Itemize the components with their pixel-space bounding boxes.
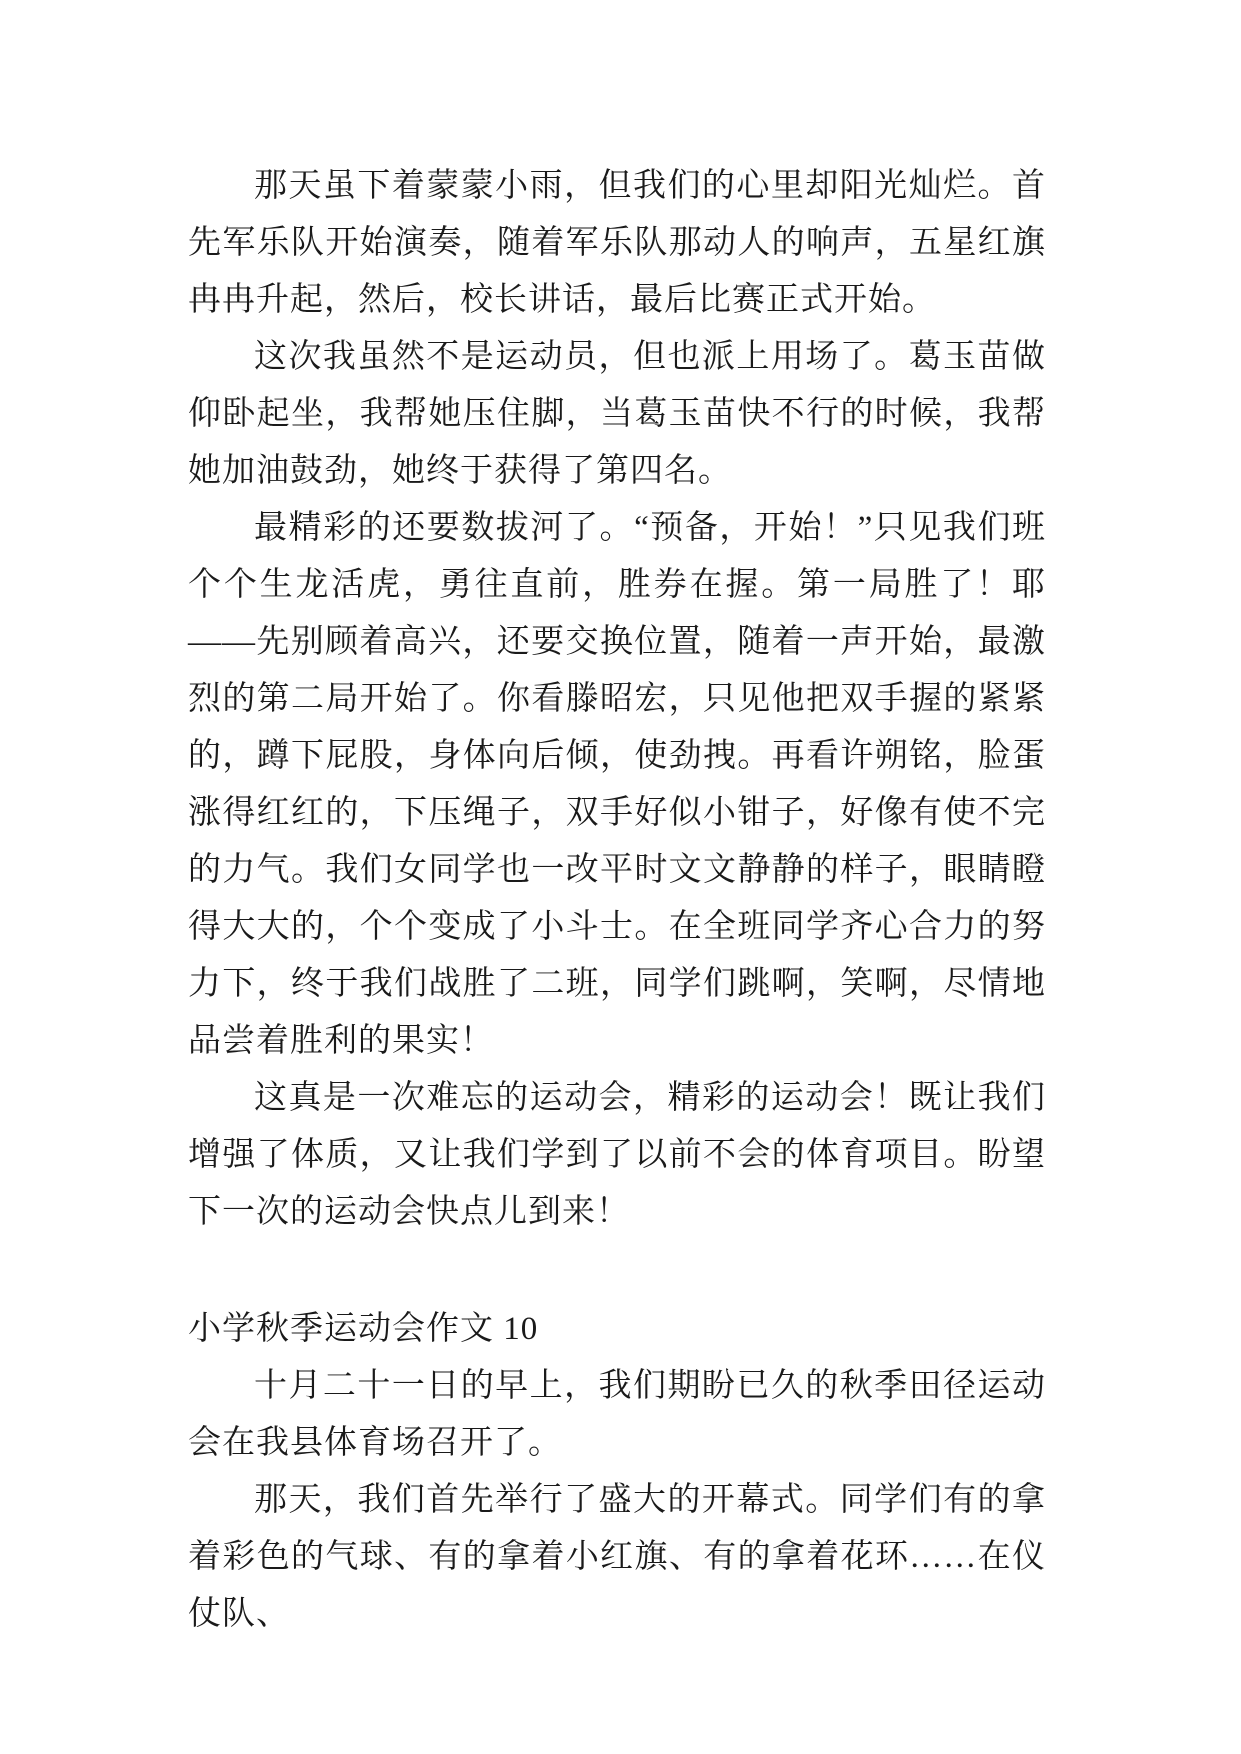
essay-paragraph: 十月二十一日的早上，我们期盼已久的秋季田径运动会在我县体育场召开了。 (188, 1368, 1046, 1461)
essay-paragraph: 这真是一次难忘的运动会，精彩的运动会！既让我们增强了体质，又让我们学到了以前不会的体育项目。盼望下一次的运动会快点儿到来！ (188, 1080, 1046, 1230)
essay-paragraph: 最精彩的还要数拔河了。“预备，开始！”只见我们班个个生龙活虎，勇往直前，胜券在握。第一局胜了！耶——先别顾着高兴，还要交换位置，随着一声开始，最激烈的第二局开始了。你看滕昭宏，只见他把双手握的紧紧的，蹲下屁股，身体向后倾，使劲拽。再看许朔铭，脸蛋涨得红红的，下压绳子，双手好似小钳子，好像有使不完的力气。我们女同学也一改平时文文静静的样子，眼睛瞪得大大的，个个变成了小斗士。在全班同学齐心合力的努力下，终于我们战胜了二班，同学们跳啊，笑啊，尽情地品尝着胜利的果实！ (188, 510, 1046, 1059)
essay-paragraph: 这次我虽然不是运动员，但也派上用场了。葛玉苗做仰卧起坐，我帮她压住脚，当葛玉苗快不行的时候，我帮她加油鼓劲，她终于获得了第四名。 (188, 339, 1046, 489)
essay-paragraph: 那天虽下着蒙蒙小雨，但我们的心里却阳光灿烂。首先军乐队开始演奏，随着军乐队那动人的响声，五星红旗冉冉升起，然后，校长讲话，最后比赛正式开始。 (188, 168, 1046, 318)
document-text-area (188, 158, 1046, 1643)
essay-section-heading: 小学秋季运动会作文 10 (188, 1311, 539, 1347)
essay-paragraph: 那天，我们首先举行了盛大的开幕式。同学们有的拿着彩色的气球、有的拿着小红旗、有的拿着花环……在仪仗队、 (188, 1482, 1046, 1632)
